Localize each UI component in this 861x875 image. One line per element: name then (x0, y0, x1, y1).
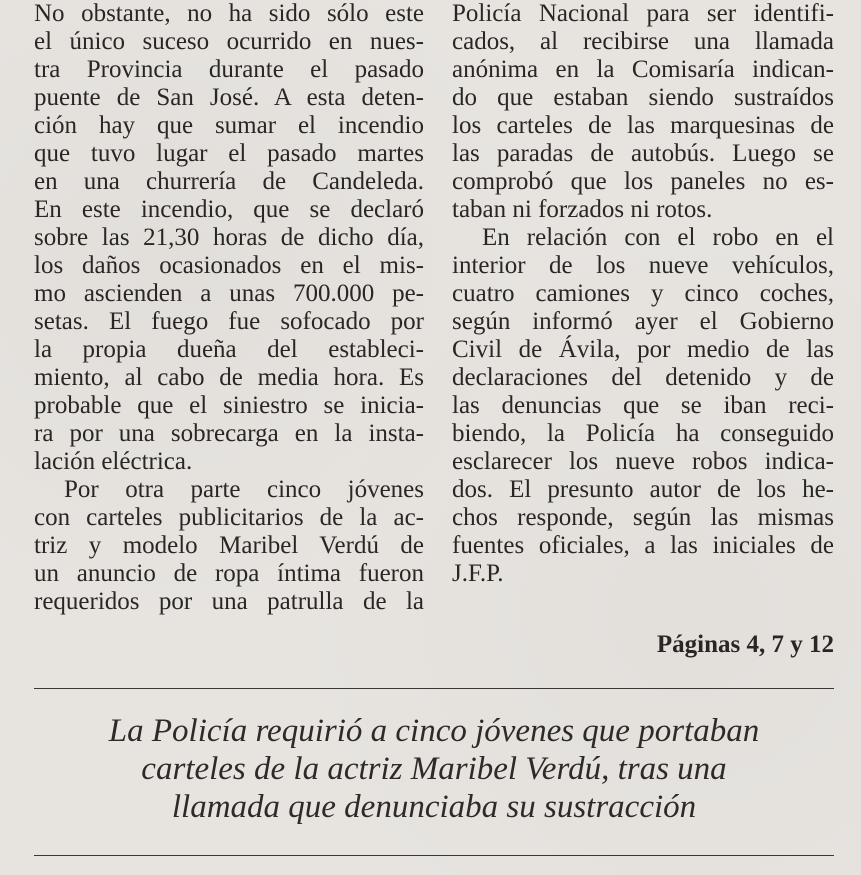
article-text-line: la propia dueña del estableci- (34, 336, 424, 363)
article-text-line: taban ni forzados ni rotos. (452, 196, 713, 223)
article-text-line: las denuncias que se iban reci- (452, 392, 834, 419)
article-text-line: puente de San José. A esta deten- (34, 84, 424, 111)
article-text-line: cuatro camiones y cinco coches, (452, 280, 834, 307)
article-text-line: J.F.P. (452, 560, 504, 587)
deck-top-rule (34, 688, 834, 689)
article-text-line: setas. El fuego fue sofocado por (34, 308, 424, 335)
article-text-line: ra por una sobrecarga en la insta- (34, 420, 424, 447)
article-text-line: los carteles de las marquesinas de (452, 112, 834, 139)
article-text-line: fuentes oficiales, a las iniciales de (452, 532, 834, 559)
page-reference: Páginas 4, 7 y 12 (656, 631, 834, 658)
article-text-line: el único suceso ocurrido en nues- (34, 28, 424, 55)
article-left-column (34, 0, 424, 616)
article-text-line: Por otra parte cinco jóvenes (64, 476, 424, 503)
article-right-column (452, 0, 834, 588)
article-text-line: probable que el siniestro se inicia- (34, 392, 424, 419)
article-text-line: en una churrería de Candeleda. (34, 168, 424, 195)
article-text-line: requeridos por una patrulla de la (34, 588, 424, 615)
pull-quote-line: carteles de la actriz Maribel Verdú, tras una (141, 751, 727, 787)
article-text-line: un anuncio de ropa íntima fueron (34, 560, 424, 587)
article-text-line: anónima en la Comisaría indican- (452, 56, 834, 83)
article-text-line: tra Provincia durante el pasado (34, 56, 424, 83)
article-text-line: sobre las 21,30 horas de dicho día, (34, 224, 424, 251)
article-text-line: los daños ocasionados en el mis- (34, 252, 424, 279)
article-text-line: según informó ayer el Gobierno (452, 308, 834, 335)
article-text-line: que tuvo lugar el pasado martes (34, 140, 424, 167)
article-text-line: mo ascienden a unas 700.000 pe- (34, 280, 424, 307)
pull-quote (34, 712, 834, 826)
article-text-line: interior de los nueve vehículos, (452, 252, 834, 279)
article-text-line: Policía Nacional para ser identifi- (452, 0, 834, 27)
article-text-line: dos. El presunto autor de los he- (452, 476, 834, 503)
article-text-line: declaraciones del detenido y de (452, 364, 834, 391)
pull-quote-line: llamada que denunciaba su sustracción (171, 789, 697, 825)
article-text-line: las paradas de autobús. Luego se (452, 140, 834, 167)
article-text-line: do que estaban siendo sustraídos (452, 84, 834, 111)
article-text-line: En este incendio, que se declaró (34, 196, 424, 223)
deck-bottom-rule (34, 855, 834, 856)
article-text-line: chos responde, según las mismas (452, 504, 834, 531)
pull-quote-line: La Policía requirió a cinco jóvenes que portaban (108, 713, 760, 749)
article-text-line: lación eléctrica. (34, 448, 193, 475)
article-text-line: No obstante, no ha sido sólo este (34, 0, 424, 27)
article-text-line: ción hay que sumar el incendio (34, 112, 424, 139)
article-text-line: esclarecer los nueve robos indica- (452, 448, 834, 475)
article-text-line: miento, al cabo de media hora. Es (34, 364, 424, 391)
article-text-line: En relación con el robo en el (482, 224, 834, 251)
article-text-line: comprobó que los paneles no es- (452, 168, 834, 195)
article-text-line: Civil de Ávila, por medio de las (452, 336, 834, 363)
article-text-line: cados, al recibirse una llamada (452, 28, 834, 55)
article-text-line: triz y modelo Maribel Verdú de (34, 532, 424, 559)
article-text-line: con carteles publicitarios de la ac- (34, 504, 424, 531)
article-text-line: biendo, la Policía ha conseguido (452, 420, 834, 447)
